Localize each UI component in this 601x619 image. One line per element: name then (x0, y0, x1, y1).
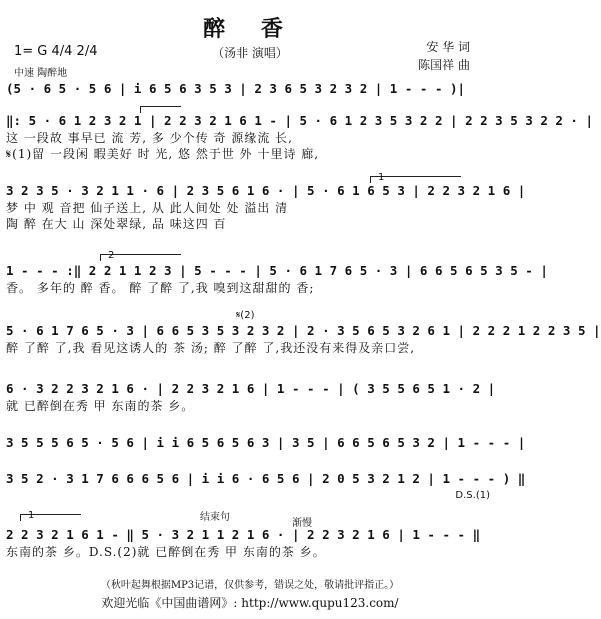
transcription-note: （秋叶起舞根据MP3记谱，仅供参考，错误之处，敬请批评指正。） (100, 580, 400, 591)
score-line-6 (6, 380, 494, 414)
lyrics-verse-1: 梦 中 观 音把 仙子送上, 从 此人间处 处 溢出 清 (6, 201, 289, 215)
score-line-7 (6, 434, 526, 452)
volta-1-label: 1 (378, 172, 385, 183)
lyrics-line: 就 已醉倒在秀 甲 东南的茶 乡。 (6, 399, 195, 413)
score-line-9 (6, 526, 494, 560)
lyrics-verse-2: 𝄋(1)留 一段闲 暇美好 时 光, 悠 然于世 外 十里诗 廊, (6, 147, 320, 161)
website-banner: 欢迎光临《中国曲谱网》: http://www.qupu123.com/ (101, 596, 399, 610)
credits (418, 38, 470, 74)
score-line-8 (6, 470, 526, 488)
lyrics-verse-2: 陶 醉 在大 山 深处翠绿, 品 味这四 百 (6, 217, 227, 231)
score-line-4 (6, 262, 548, 296)
key-signature: 1= G 4/4 2/4 (14, 44, 98, 59)
notes-line: 3 5 5 5 6 5 · 5 6 | i i 6 5 6 5 6 3 | 3 5 | 6 6 5 6 5 3 2 | 1 - - - | (6, 435, 526, 450)
volta-1b-label: 1 (28, 510, 35, 521)
score-line-3 (6, 182, 526, 232)
performer: （汤非 演唱） (212, 46, 288, 60)
notes-line: 1 - - - :‖ 2 2 1 1 2 3 | 5 - - - | 5 · 6 1 7 6 5 · 3 | 6 6 5 6 5 3 5 - | (6, 263, 548, 278)
ending-marking: 结束句 (200, 512, 230, 523)
ds-1-marking: D.S.(1) (455, 490, 490, 501)
composer: 陈国祥 曲 (418, 58, 470, 72)
tempo-marking: 中速 陶醉地 (14, 68, 68, 79)
song-title: 醉 香 (203, 16, 297, 42)
notes-line: ‖: 5 · 6 1 2 3 2 1 | 2 2 3 2 1 6 1 - | 5 · 6 1 2 3 5 3 2 2 | 2 2 3 5 3 2 2 · | (6, 113, 593, 128)
segno-2: 𝄋(2) (236, 310, 255, 321)
notes-line: 3 5 2 · 3 1 7 6 6 6 5 6 | i i 6 · 6 5 6 | 2 0 5 3 2 1 2 | 1 - - - ) ‖ (6, 471, 526, 486)
score-line-2 (6, 112, 593, 162)
score-line-5 (6, 322, 601, 356)
lyricist: 安 华 词 (426, 40, 470, 54)
volta-2-label: 2 (108, 250, 115, 261)
lyrics-line: 香。 多年的 醉 香。 醉 了醉 了,我 嗅到这甜甜的 香; (6, 281, 315, 295)
lyrics-line: 东南的茶 乡。D.S.(2)就 已醉倒在秀 甲 东南的茶 乡。 (6, 545, 326, 559)
notes-line: 2 2 3 2 1 6 1 - ‖ 5 · 3 2 1 1 2 1 6 · | 2 2 3 2 1 6 | 1 - - - ‖ (6, 527, 481, 542)
lyrics-line: 醉 了醉 了,我 看见这诱人的 茶 汤; 醉 了醉 了,我还没有来得及亲口尝, (6, 341, 416, 355)
notes-line: 6 · 3 2 2 3 2 1 6 · | 2 2 3 2 1 6 | 1 - - - | ( 3 5 5 6 5 1 · 2 | (6, 381, 496, 396)
lyrics-verse-1: 这 一段故 事早已 流 芳, 多 少个传 奇 源缘流 长, (6, 131, 293, 145)
notes-line: (5 · 6 5 · 5 6 | i 6 5 6 3 5 3 | 2 3 6 5 3 2 3 2 | 1 - - - )| (6, 81, 466, 96)
rit-marking: 渐慢 (292, 518, 312, 529)
notes-line: 5 · 6 1 7 6 5 · 3 | 6 6 5 3 5 3 2 3 2 | 2 · 3 5 6 5 3 2 6 1 | 2 2 2 1 2 2 3 5 | (6, 323, 601, 338)
score-line-1 (6, 80, 494, 98)
notes-line: 3 2 3 5 · 3 2 1 1 · 6 | 2 3 5 6 1 6 · | 5 · 6 1 6 5 3 | 2 2 3 2 1 6 | (6, 183, 526, 198)
